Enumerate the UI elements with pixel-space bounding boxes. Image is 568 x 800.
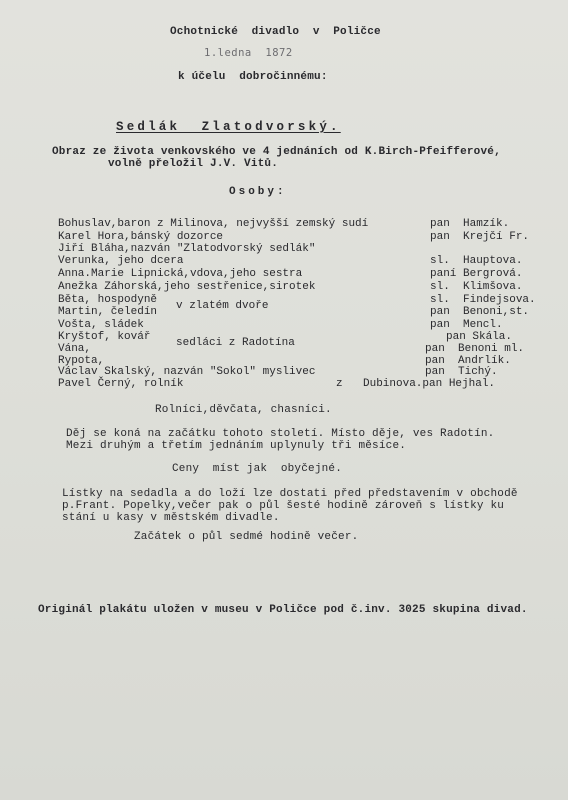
cast-role: Pavel Černý, rolník [58,378,184,390]
cast-heading: Osoby: [229,186,287,198]
cast-role: Jiří Bláha,nazván "Zlatodvorský sedlák" [58,243,316,255]
cast-role: Bohuslav,baron z Milinova, nejvyšší zemský sudí [58,218,369,230]
date-pencil: 1.ledna 1872 [204,47,293,59]
cast-actor: pan Benoni ml. [425,343,525,355]
play-subtitle-1: Obraz ze života venkovského ve 4 jednáních od K.Birch-Pfeifferové, [52,146,501,158]
cast-role: Anna.Marie Lipnická,vdova,jeho sestra [58,268,303,280]
cast-actor: pan Andrlík. [425,355,511,367]
cast-actor: pan Mencl. [430,319,503,331]
cast-role: Verunka, jeho dcera [58,255,184,267]
tickets-line-3: stání u kasy v městském divadle. [62,512,280,524]
cast-role: Rypota, [58,355,105,367]
prices-line: Ceny míst jak obyčejné. [172,463,343,475]
cast-role: Běta, hospodyně [58,294,158,306]
cast-role: Kryštof, kovář [58,331,151,343]
group-label-from: z [336,378,343,390]
cast-actor: pan Benoni,st. [430,306,530,318]
start-time-line: Začátek o půl sedmé hodině večer. [134,531,359,543]
cast-row [0,243,568,255]
cast-row [0,231,568,243]
group-label-village: sedláci z Radotína [176,337,295,349]
play-title: Sedlák Zlatodvorský. [116,120,341,134]
tickets-line-2: p.Frant. Popelky,večer pak o půl šesté hodině zároveň s lístky ku [62,500,505,512]
cast-actor: sl. Findejsova. [430,294,536,306]
purpose-line: k účelu dobročinnému: [178,71,328,83]
cast-role: Anežka Záhorská,jeho sestřenice,sirotek [58,281,316,293]
cast-actor: pan Krejčí Fr. [430,231,530,243]
cast-role: Václav Skalský, nazván "Sokol" myslivec [58,366,316,378]
setting-line-1: Děj se koná na začátku tohoto století. Místo děje, ves Radotín. [66,428,495,440]
cast-actor: sl. Hauptova. [430,255,523,267]
cast-row [0,218,568,230]
cast-row [0,319,568,331]
cast-actor: pan Hamzík. [430,218,510,230]
cast-actor: Dubinova.pan Hejhal. [363,378,496,390]
cast-row [0,294,568,306]
header-line: Ochotnické divadlo v Poličce [170,26,381,38]
play-subtitle-2: volně přeložil J.V. Vitů. [108,158,279,170]
cast-actor: paní Bergrová. [430,268,523,280]
cast-row [0,306,568,318]
extras-line: Rolníci,děvčata, chasníci. [155,404,332,416]
cast-role: Vošta, sládek [58,319,144,331]
cast-row [0,366,568,378]
cast-row [0,268,568,280]
cast-actor: pan Tichý. [425,366,498,378]
setting-line-2: Mezi druhým a třetím jednáním uplynuly tři měsíce. [66,440,407,452]
group-label-manor: v zlatém dvoře [176,300,269,312]
cast-role: Vána, [58,343,92,355]
archive-note: Originál plakátu uložen v museu v Poličce pod č.inv. 3025 skupina divad. [38,604,528,616]
cast-role: Martin, čeledín [58,306,158,318]
cast-actor: sl. Klimšova. [430,281,523,293]
cast-row [0,378,568,390]
cast-row [0,281,568,293]
cast-role: Karel Hora,bánský dozorce [58,231,224,243]
tickets-line-1: Lístky na sedadla a do loží lze dostati před představením v obchodě [62,488,518,500]
cast-actor: pan Skála. [446,331,513,343]
cast-row [0,255,568,267]
